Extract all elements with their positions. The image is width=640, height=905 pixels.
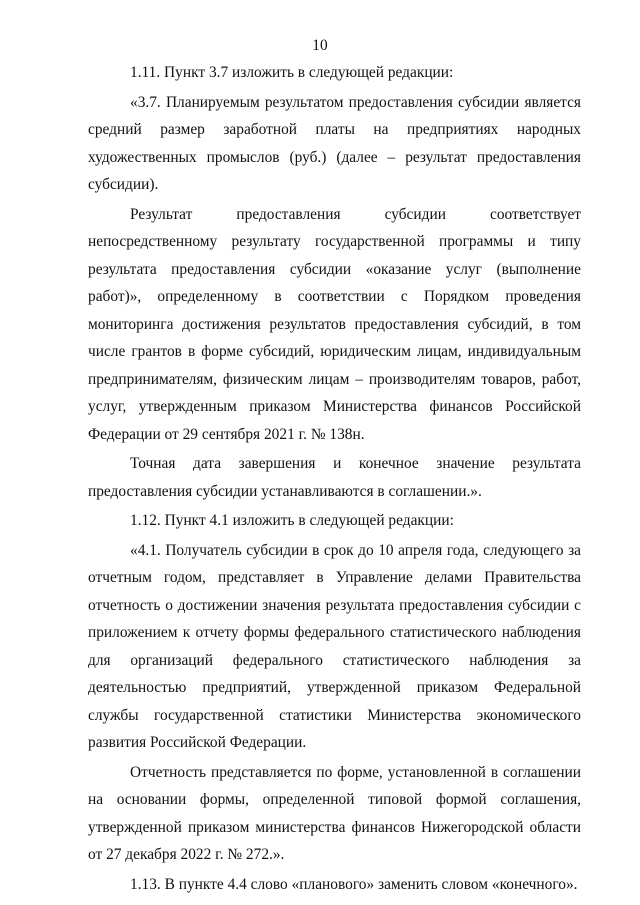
paragraph-3-7: «3.7. Планируемым результатом предоставления субсидии является средний размер заработной платы на предприятиях народных художественных промыслов (руб.) (далее – результат предоставления субсидии).	[88, 93, 581, 193]
paragraph-1-11: 1.11. Пункт 3.7 изложить в следующей редакции:	[130, 64, 454, 81]
page-number: 10	[312, 37, 328, 54]
paragraph-4-1: «4.1. Получатель субсидии в срок до 10 апреля года, следующего за отчетным годом, представляет в Управление делами Правительства отчетность о достижении значения результата предоставления субсидии с приложением к отчету формы федерального статистического наблюдения для организаций федерального статистического наблюдения за деятельностью предприятий, утвержденной приказом Федеральной службы государственной статистики Министерства экономического развития Российской Федерации.	[88, 541, 581, 751]
paragraph-1-12: 1.12. Пункт 4.1 изложить в следующей редакции:	[130, 512, 454, 529]
paragraph-result: Результат предоставления субсидии соответствует непосредственному результату государственной программы и типу результата предоставления субсидии «оказание услуг (выполнение работ)», определенному в соответствии с Порядком проведения мониторинга достижения результатов предоставления субсидий, в том числе грантов в форме субсидий, юридическим лицам, индивидуальным предпринимателям, физическим лицам – производителям товаров, работ, услуг, утвержденным приказом Министерства финансов Российской Федерации от 29 сентября 2021 г. № 138н.	[88, 205, 581, 443]
paragraph-reporting-form: Отчетность представляется по форме, установленной в соглашении на основании формы, определенной типовой формой соглашения, утвержденной приказом министерства финансов Нижегородской области от 27 декабря 2022 г. № 272.».	[88, 763, 581, 863]
paragraph-completion-date: Точная дата завершения и конечное значение результата предоставления субсидии устанавливаются в соглашении.».	[88, 455, 581, 500]
document-body	[88, 59, 581, 898]
paragraph-1-13: 1.13. В пункте 4.4 слово «планового» заменить словом «конечного».	[130, 875, 578, 893]
